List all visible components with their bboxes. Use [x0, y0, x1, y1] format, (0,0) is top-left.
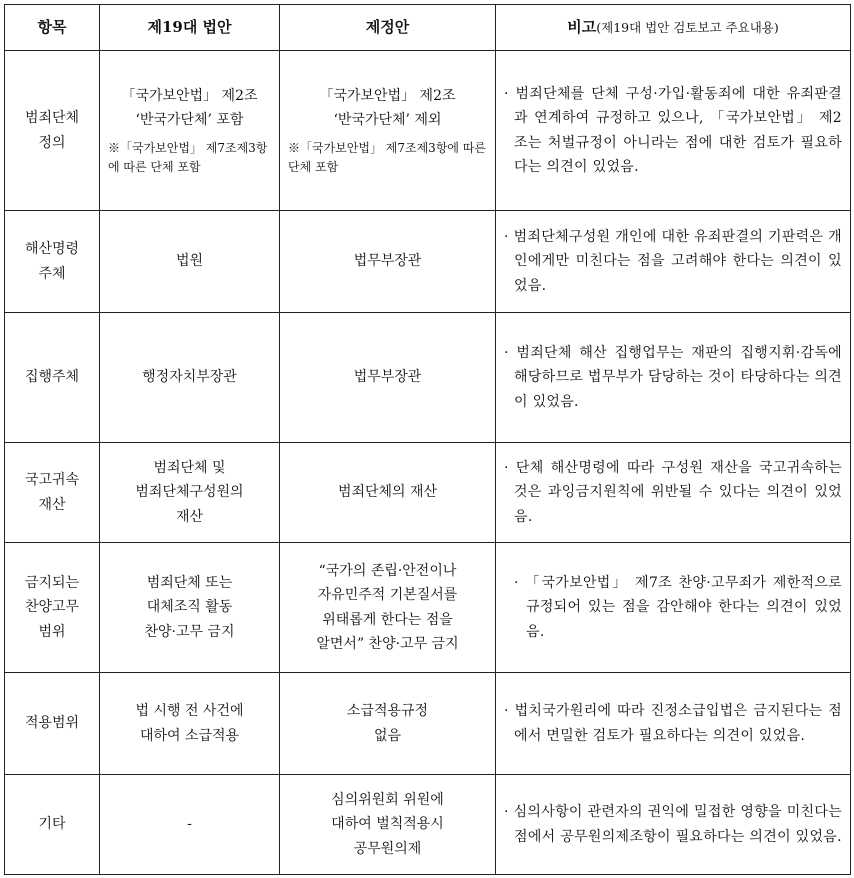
- bill19-line: 찬양·고무 금지: [144, 623, 235, 640]
- remark-text: · 법치국가원리에 따라 진정소급입법은 금지된다는 점에서 면밀한 검토가 필요하다는 의견이 있었음.: [504, 703, 842, 744]
- bill19-line: 대체조직 활동: [146, 599, 233, 616]
- draft-cell: [280, 211, 496, 313]
- draft-line: 알면서” 찬양·고무 금지: [316, 636, 459, 652]
- draft-cell: [280, 313, 496, 443]
- item-cell: [5, 775, 100, 875]
- header-remark-main: 비고: [567, 18, 597, 37]
- table-row: [5, 543, 851, 673]
- bill19-line: 「국가보안법」 제2조: [121, 87, 258, 104]
- table-row: [5, 775, 851, 875]
- header-row: [5, 5, 851, 51]
- item-cell: [5, 673, 100, 775]
- bill19-cell: [100, 211, 280, 313]
- table-row: [5, 443, 851, 543]
- item-line: 주체: [38, 265, 66, 282]
- item-line: 찬양고무: [24, 599, 80, 616]
- remark-cell: [496, 775, 851, 875]
- table-row: [5, 51, 851, 211]
- draft-cell: [280, 51, 496, 211]
- draft-cell: [280, 543, 496, 673]
- remark-cell: [496, 673, 851, 775]
- header-remark: [496, 5, 851, 51]
- bill19-line: 행정자치부장관: [142, 369, 237, 386]
- table-row: [5, 211, 851, 313]
- bill19-line: 대하여 소급적용: [139, 727, 240, 744]
- draft-line: 공무원의제: [353, 840, 422, 857]
- item-cell: [5, 211, 100, 313]
- draft-cell: [280, 443, 496, 543]
- table-row: [5, 673, 851, 775]
- item-line: 정의: [38, 134, 66, 151]
- bill19-line: 범죄단체 및: [153, 459, 226, 476]
- bill19-line: -: [187, 816, 192, 833]
- draft-line: 소급적용규정: [346, 703, 429, 719]
- bill19-cell: [100, 775, 280, 875]
- remark-cell: [496, 211, 851, 313]
- header-draft: 제정안: [280, 5, 496, 51]
- item-cell: [5, 313, 100, 443]
- draft-line: 없음: [373, 727, 402, 744]
- draft-cell: [280, 775, 496, 875]
- item-line: 집행주체: [24, 369, 80, 386]
- bill19-cell: [100, 673, 280, 775]
- bill19-cell: [100, 313, 280, 443]
- bill19-note: ※「국가보안법」 제7조제3항에 따른 단체 포함: [108, 140, 268, 174]
- item-line: 국고귀속: [24, 472, 80, 488]
- item-cell: [5, 443, 100, 543]
- table-body: [5, 51, 851, 875]
- draft-line: ‘반국가단체’ 제외: [333, 112, 442, 129]
- remark-cell: [496, 51, 851, 211]
- draft-note: ※「국가보안법」 제7조제3항에 따른 단체 포함: [288, 140, 487, 174]
- header-remark-sub: (제19대 법안 검토보고 주요내용): [596, 20, 779, 36]
- bill19-line: 재산: [175, 508, 204, 525]
- remark-cell: [496, 443, 851, 543]
- draft-line: 심의위원회 위원에: [331, 791, 444, 808]
- remark-text: · 범죄단체구성원 개인에 대한 유죄판결의 기판력은 개인에게만 미친다는 점을 고려해야 한다는 의견이 있었음.: [504, 228, 842, 294]
- bill19-cell: [100, 443, 280, 543]
- item-line: 범위: [38, 623, 66, 640]
- header-item: 항목: [5, 5, 100, 51]
- draft-line: 법무부장관: [353, 253, 422, 270]
- draft-line: 대하여 벌칙적용시: [331, 816, 444, 833]
- item-cell: [5, 543, 100, 673]
- bill19-line: 법 시행 전 사건에: [135, 703, 244, 719]
- comparison-table: [4, 4, 851, 875]
- table-row: [5, 313, 851, 443]
- item-line: 기타: [38, 816, 66, 833]
- bill19-line: 범죄단체 또는: [146, 574, 233, 591]
- draft-line: 위태롭게 한다는 점을: [322, 611, 453, 628]
- bill19-cell: [100, 51, 280, 211]
- remark-text: · 범죄단체를 단체 구성·가입·활동죄에 대한 유죄판결과 연계하여 규정하고 있으나, 「국가보안법」 제2조는 처벌규정이 아니라는 점에 대한 검토가 필요하다는 의견이 있었음.: [504, 85, 842, 175]
- item-cell: [5, 51, 100, 211]
- bill19-line: 법원: [175, 253, 204, 270]
- remark-text: · 단체 해산명령에 따라 구성원 재산을 국고귀속하는 것은 과잉금지원칙에 위반될 수 있다는 의견이 있었음.: [504, 459, 842, 525]
- draft-line: 범죄단체의 재산: [337, 484, 438, 501]
- draft-line: 자유민주적 기본질서를: [317, 587, 458, 603]
- draft-line: 「국가보안법」 제2조: [319, 87, 456, 104]
- item-line: 범죄단체: [24, 110, 80, 126]
- header-bill19: 제19대 법안: [100, 5, 280, 51]
- draft-line: 법무부장관: [353, 369, 422, 386]
- bill19-line: ‘반국가단체’ 포함: [135, 112, 244, 129]
- item-line: 해산명령: [24, 241, 80, 257]
- draft-cell: [280, 673, 496, 775]
- bill19-line: 범죄단체구성원의: [135, 484, 244, 501]
- remark-cell: [496, 543, 851, 673]
- item-line: 적용범위: [24, 715, 80, 732]
- bill19-cell: [100, 543, 280, 673]
- remark-cell: [496, 313, 851, 443]
- draft-line: “국가의 존립·안전이나: [318, 562, 457, 579]
- remark-text: · 범죄단체 해산 집행업무는 재판의 집행지휘·감독에 해당하므로 법무부가 담당하는 것이 타당하다는 의견이 있었음.: [504, 344, 842, 410]
- item-line: 금지되는: [24, 574, 80, 591]
- item-line: 재산: [38, 496, 66, 513]
- remark-text: · 「국가보안법」 제7조 찬양·고무죄가 제한적으로 규정되어 있는 점을 감안해야 한다는 의견이 있었음.: [514, 574, 842, 640]
- remark-text: · 심의사항이 관련자의 권익에 밀접한 영향을 미친다는 점에서 공무원의제조항이 필요하다는 의견이 있었음.: [504, 804, 842, 845]
